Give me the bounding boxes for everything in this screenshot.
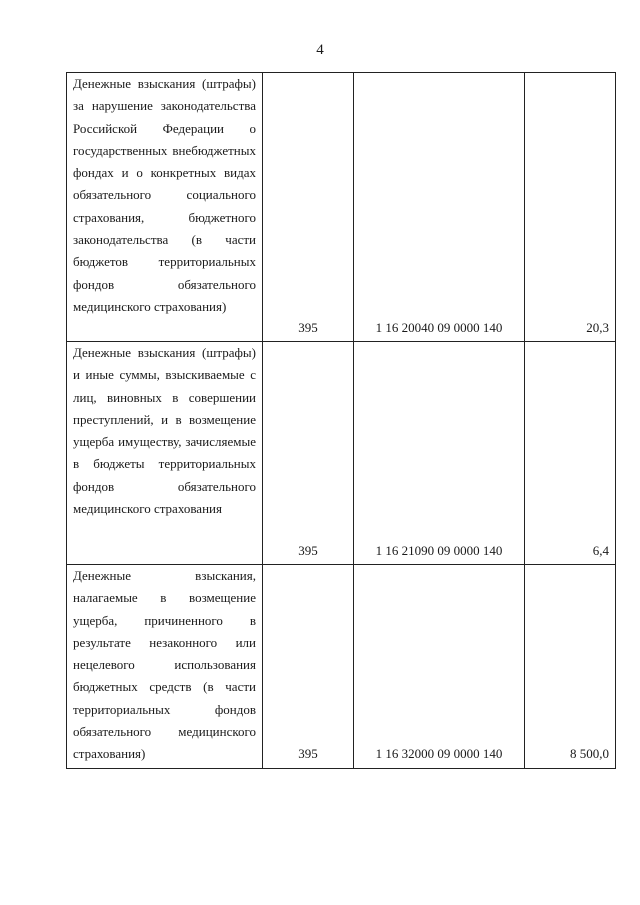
revenue-name: Денежные взыскания (штрафы) за нарушение законодательства Российской Федерации о государственных внебюджетных фондах и о конкретных видах обязательного социального страхования, бюджетного законодательства (в части бюджетов территориальных фондов обязательного медицинского страхования): [73, 76, 256, 314]
admin-code-cell: 395: [263, 342, 354, 565]
revenue-name-cell: [67, 342, 263, 565]
budget-classification-code-cell: 1 16 20040 09 0000 140: [354, 73, 525, 342]
amount-cell: 8 500,0: [525, 565, 616, 769]
revenue-name: Денежные взыскания (штрафы) и иные суммы, взыскиваемые с лиц, виновных в совершении преступлений, и в возмещение ущерба имуществу, зачисляемые в бюджеты территориальных фондов обязательного медицинского страхования: [73, 345, 256, 517]
revenue-name-cell: [67, 73, 263, 342]
page-number: 4: [316, 42, 324, 58]
revenue-name-cell: [67, 565, 263, 769]
table-row: [67, 342, 616, 565]
revenue-name: Денежные взыскания, налагаемые в возмещение ущерба, причиненного в результате незаконного или нецелевого использования бюджетных средств (в части территориальных фондов обязательного медицинского страхования): [73, 568, 256, 762]
revenue-table: [66, 72, 616, 769]
budget-classification-code-cell: 1 16 32000 09 0000 140: [354, 565, 525, 769]
amount-cell: 20,3: [525, 73, 616, 342]
table-row: [67, 565, 616, 769]
admin-code-cell: 395: [263, 73, 354, 342]
table-row: [67, 73, 616, 342]
budget-classification-code-cell: 1 16 21090 09 0000 140: [354, 342, 525, 565]
admin-code-cell: 395: [263, 565, 354, 769]
amount-cell: 6,4: [525, 342, 616, 565]
